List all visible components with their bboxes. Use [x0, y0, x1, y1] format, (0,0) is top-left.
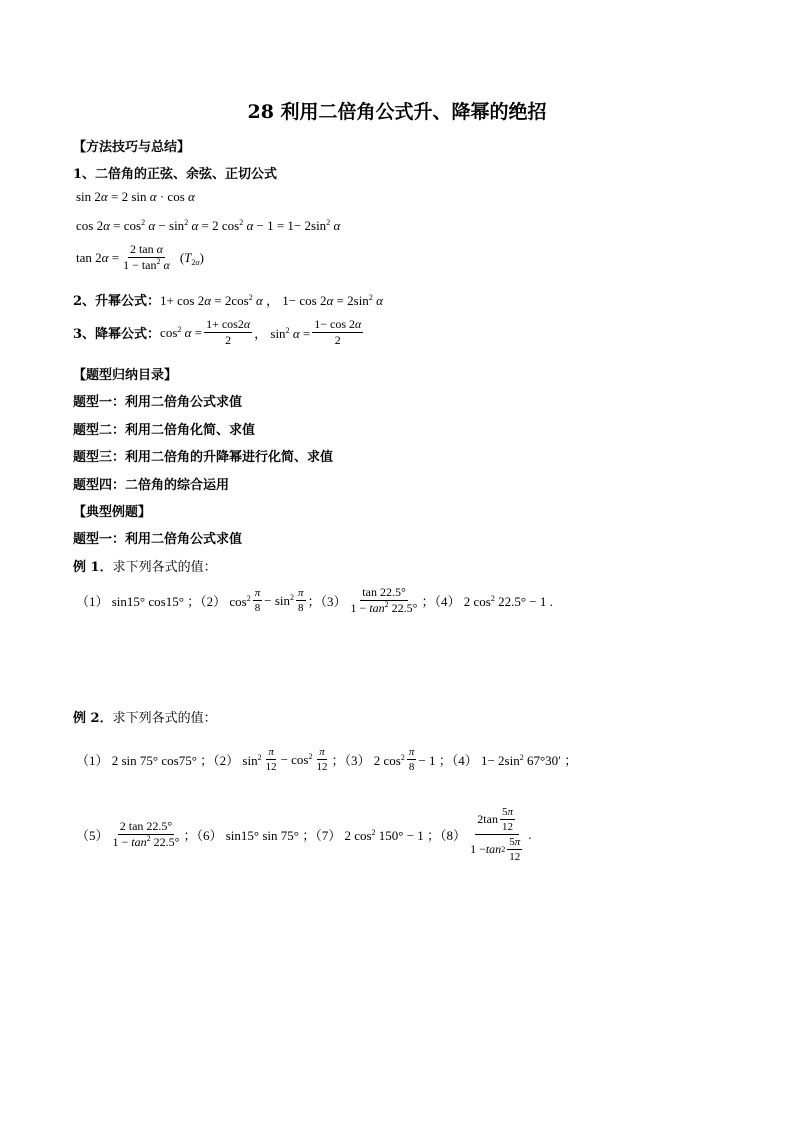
section-methods: 【方法技巧与总结】: [73, 140, 191, 155]
catalog-item: 题型一：利用二倍角公式求值: [73, 395, 243, 410]
catalog-item: 题型三：利用二倍角的升降幂进行化简、求值: [73, 450, 334, 465]
example-2-problems-row2: （5） $\frac{2 \tan 22.5^\circ}{1 - \tan^2 22.5^\circ}$ ；（6） sin15° sin 75° ；（7） 2 $\cos^2 150^\circ - 1$ ；（8） 2tan $\frac{5\pi}{12}$ 1 − tan 2 $\frac{5\pi}{12}$ .: [76, 806, 532, 863]
fraction: $\frac{\pi}{12}$: [265, 746, 277, 773]
formula-item-1: 1、二倍角的正弦、余弦、正切公式: [73, 167, 278, 182]
example-type-heading: 题型一：利用二倍角公式求值: [73, 532, 243, 547]
formula-cos2: $\cos 2\alpha = \cos^2 \alpha - \sin^2 \alpha = 2$ $\cos^2 \alpha - 1 = 1- 2\sin^2$ α: [76, 218, 341, 233]
fraction: $\frac{2 \tan 22.5^\circ}{1 - \tan^2 22.5^\circ}$: [112, 819, 180, 849]
fraction: $\frac{1- \cos 2\alpha}{2}$: [314, 317, 362, 347]
fraction: $\frac{5\pi}{12}$: [501, 806, 513, 833]
catalog-item: 题型二：利用二倍角化简、求值: [73, 423, 256, 438]
example-2-problems-row1: （1） 2 sin 75° cos75° ；（2） $\sin^2$ $\frac{\pi}{12}$ − $\cos^2$ $\frac{\pi}{12}$ ；（3） 2 $\cos^2$ $\frac{\pi}{8}$ − 1 ；（4） $1- 2\sin^2$ 67°30′ ；: [76, 746, 578, 773]
fraction: $\frac{\tan 22.5^\circ}{1 - \tan^2 22.5^\circ}$: [350, 585, 418, 615]
catalog-item: 题型四：二倍角的综合运用: [73, 478, 230, 493]
fraction: 2tan $\frac{5\pi}{12}$ 1 − tan 2 $\frac{5\pi}{12}$: [470, 806, 521, 863]
fraction: $\frac{\pi}{8}$: [408, 746, 415, 773]
fraction: $\frac{\text{2 tan α}}{1 - \tan^2 \alpha}$: [123, 242, 170, 272]
formula-item-3: 3、降幂公式： $\cos^2 \alpha$ = $\frac{1+ \cos 2\alpha}{2}$ ， $\sin^2 \alpha$ = $\frac{1- \cos 2\alpha}{2}$: [73, 317, 362, 347]
page-title: 28 利用二倍角公式升、降幂的绝招: [247, 101, 547, 123]
example-1-heading: 例 1．求下列各式的值：: [73, 560, 217, 575]
section-examples: 【典型例题】: [73, 505, 152, 520]
fraction: $\frac{\pi}{8}$: [298, 587, 304, 614]
fraction: $\frac{1+ \cos 2\alpha}{2}$: [206, 317, 251, 347]
section-catalog: 【题型归纳目录】: [73, 368, 178, 383]
fraction: $\frac{\pi}{12}$: [316, 746, 328, 773]
formula-item-2: 2、升幂公式： $1+ \cos 2\alpha = 2\cos^2$ α ， $1- \cos 2\alpha = 2\sin^2$ α: [73, 293, 383, 309]
formula-tan2: tan 2α = $\frac{\text{2 tan α}}{1 - \tan^2 \alpha}$ $(T_{2\alpha})$: [76, 242, 204, 272]
fraction: $\frac{\pi}{8}$: [254, 587, 261, 614]
fraction: $\frac{5\pi}{12}$: [509, 836, 521, 863]
formula-sin2: sin 2α = 2 sin α · cos α: [76, 189, 195, 204]
example-2-heading: 例 2．求下列各式的值：: [73, 711, 217, 726]
example-1-problems: （1） sin15° cos15° ；（2） $\cos^2$ $\frac{\pi}{8}$ − $\sin^2$ $\frac{\pi}{8}$ ；（3） $\frac{\tan 22.5^\circ}{1 - \tan^2 22.5^\circ}$ ；（4） 2 $\cos^2 22.5^\circ - 1$ .: [76, 585, 553, 615]
